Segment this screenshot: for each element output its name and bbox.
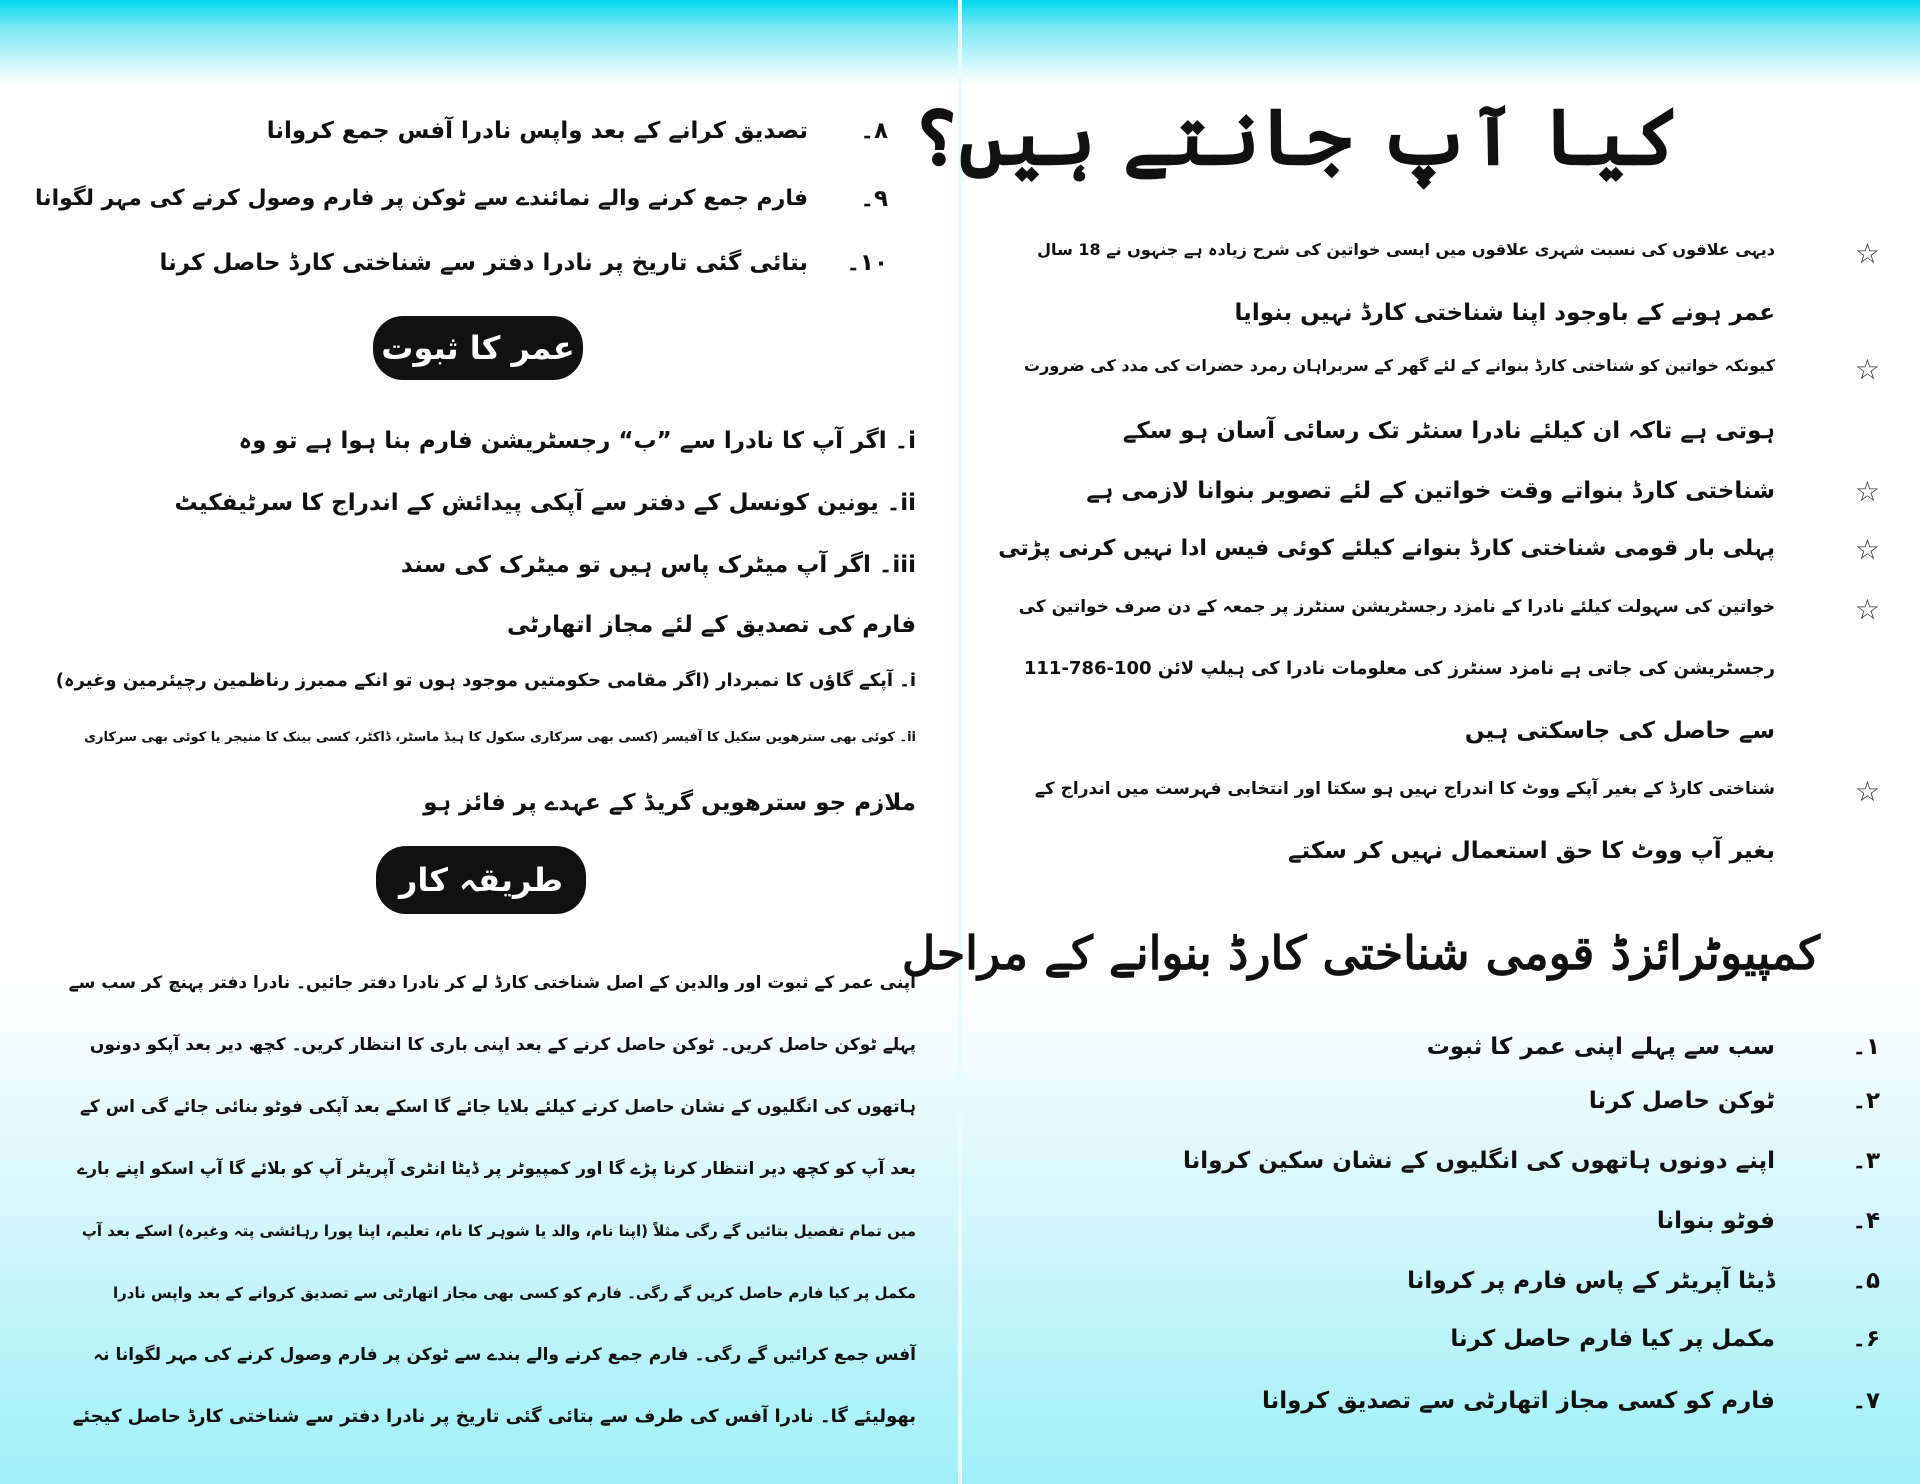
- stage-text: ٹوکن حاصل کرنا: [1588, 1088, 1775, 1114]
- stage-text: فارم کو کسی مجاز اتھارٹی سے تصدیق کروانا: [1261, 1388, 1775, 1414]
- stage-number: ۵۔: [1852, 1268, 1880, 1294]
- fact-line: خواتین کی سہولت کیلئے نادرا کے نامزد رجسٹریشن سنٹرز پر جمعہ کے دن صرف خواتین کی: [1018, 597, 1775, 617]
- method-heading: طریقہ کار: [376, 846, 586, 914]
- step-text: بتائی گئی تاریخ پر نادرا دفتر سے شناختی کارڈ حاصل کرنا: [159, 250, 808, 276]
- stage-number: ۳۔: [1852, 1148, 1880, 1174]
- paragraph-line: بعد آپ کو کچھ دیر انتظار کرنا پڑے گا اور کمپیوٹر پر ڈیٹا انٹری آپریٹر آپ کو بلائے گا آپ اسکو اپنے بارے: [77, 1159, 916, 1179]
- step-text: تصدیق کرانے کے بعد واپس نادرا آفس جمع کروانا: [266, 118, 808, 144]
- star-icon: ☆: [1854, 237, 1880, 270]
- star-icon: ☆: [1854, 475, 1880, 508]
- step-number: ۹۔: [860, 186, 888, 212]
- left-page: [0, 0, 958, 1484]
- stage-number: ۴۔: [1852, 1208, 1880, 1234]
- paragraph-line: پہلے ٹوکن حاصل کریں۔ ٹوکن حاصل کرنے کے بعد اپنی باری کا انتظار کریں۔ کچھ دیر بعد آپکو دونوں: [89, 1035, 916, 1055]
- fact-line: رجسٹریشن کی جاتی ہے نامزد سنٹرز کی معلومات نادرا کی ہیلپ لائن 100-786-111: [1023, 658, 1775, 679]
- stage-number: ۷۔: [1852, 1388, 1880, 1414]
- stage-text: مکمل پر کیا فارم حاصل کرنا: [1450, 1326, 1775, 1352]
- fact-line: بغیر آپ ووٹ کا حق استعمال نہیں کر سکتے: [1287, 838, 1775, 864]
- stage-text: فوٹو بنوانا: [1656, 1208, 1775, 1234]
- stage-number: ۶۔: [1852, 1326, 1880, 1352]
- page-title: کیا آپ جانتے ہیں؟: [912, 92, 1680, 183]
- star-icon: ☆: [1854, 533, 1880, 566]
- paragraph-line: آفس جمع کرائیں گے رگی۔ فارم جمع کرنے والے بندے سے ٹوکن پر فارم وصول کرنے کی مہر لگوانا نہ: [93, 1345, 916, 1365]
- star-icon: ☆: [1854, 353, 1880, 386]
- star-icon: ☆: [1854, 593, 1880, 626]
- fact-line: دیہی علاقوں کی نسبت شہری علاقوں میں ایسی خواتین کی شرح زیادہ ہے جنہوں نے 18 سال: [1037, 240, 1775, 259]
- age-proof-item: i۔ اگر آپ کا نادرا سے ”ب“ رجسٹریشن فارم بنا ہوا ہے تو وہ: [238, 428, 916, 454]
- attestation-item: i۔ آپکے گاؤں کا نمبردار (اگر مقامی حکومتیں موجود ہوں تو انکے ممبرز رناظمین رچیئرمین وغیرہ): [55, 670, 916, 691]
- fact-line: عمر ہونے کے باوجود اپنا شناختی کارڈ نہیں بنوایا: [1234, 300, 1775, 326]
- fact-line: کیونکہ خواتین کو شناختی کارڈ بنوانے کے لئے گھر کے سربراہان رمرد حضرات کی مدد کی ضرورت: [1024, 356, 1775, 375]
- paragraph-line: اپنی عمر کے ثبوت اور والدین کے اصل شناختی کارڈ لے کر نادرا دفتر جائیں۔ نادرا دفتر پہنچ کر سب سے: [68, 973, 916, 993]
- fact-line: سے حاصل کی جاسکتی ہیں: [1464, 718, 1775, 744]
- star-icon: ☆: [1854, 775, 1880, 808]
- stage-text: سب سے پہلے اپنی عمر کا ثبوت: [1426, 1034, 1775, 1060]
- method-paragraph: [66, 952, 916, 1448]
- fact-line: شناختی کارڈ کے بغیر آپکے ووٹ کا اندراج نہیں ہو سکتا اور انتخابی فہرست میں اندراج کے: [1034, 779, 1775, 799]
- fact-line: شناختی کارڈ بنواتے وقت خواتین کے لئے تصویر بنوانا لازمی ہے: [1086, 478, 1775, 504]
- step-text: فارم جمع کرنے والے نمائندے سے ٹوکن پر فارم وصول کرنے کی مہر لگوانا: [35, 186, 808, 211]
- stage-number: ۱۔: [1852, 1034, 1880, 1060]
- right-page: [901, 0, 1920, 1484]
- fact-line: پہلی بار قومی شناختی کارڈ بنوانے کیلئے کوئی فیس ادا نہیں کرنی پڑتی: [998, 536, 1775, 561]
- paragraph-line: مکمل پر کیا فارم حاصل کریں گے رگی۔ فارم کو کسی بھی مجاز اتھارٹی سے تصدیق کروانے کے بعد واپس نادرا: [113, 1284, 916, 1302]
- fact-line: ہوتی ہے تاکہ ان کیلئے نادرا سنٹر تک رسائی آسان ہو سکے: [1122, 418, 1775, 444]
- stage-number: ۲۔: [1852, 1088, 1880, 1114]
- attestation-item: ii۔ کوئی بھی سترھویں سکیل کا آفیسر (کسی بھی سرکاری سکول کا ہیڈ ماسٹر، ڈاکٹر، کسی بینک کا منیجر یا کوئی بھی سرکاری: [84, 730, 916, 745]
- age-proof-heading: عمر کا ثبوت: [373, 316, 583, 380]
- attestation-heading: فارم کی تصدیق کے لئے مجاز اتھارٹی: [507, 612, 916, 638]
- paragraph-line: بھولیئے گا۔ نادرا آفس کی طرف سے بتائی گئی تاریخ پر نادرا دفتر سے شناختی کارڈ حاصل کیجئے: [72, 1406, 916, 1427]
- paragraph-line: میں تمام تفصیل بتائیں گے رگی مثلاً (اپنا نام، والد یا شوہر کا نام، تعلیم، اپنا پورا رہائشی پتہ وغیرہ) اسکے بعد آپ: [81, 1222, 916, 1240]
- step-number: ۱۰۔: [846, 250, 888, 276]
- stage-text: ڈیٹا آپریٹر کے پاس فارم پر کروانا: [1407, 1268, 1775, 1294]
- step-number: ۸۔: [860, 118, 888, 144]
- stages-title: کمپیوٹرائزڈ قومی شناختی کارڈ بنوانے کے مراحل: [901, 926, 1820, 980]
- paragraph-line: ہاتھوں کی انگلیوں کے نشان حاصل کرنے کیلئے بلایا جائے گا اسکے بعد آپکی فوٹو بنائی جائے گی اس کے: [79, 1097, 916, 1117]
- attestation-item: ملازم جو سترھویں گریڈ کے عہدے پر فائز ہو: [423, 790, 916, 816]
- age-proof-item: iii۔ اگر آپ میٹرک پاس ہیں تو میٹرک کی سند: [400, 552, 916, 578]
- age-proof-item: ii۔ یونین کونسل کے دفتر سے آپکی پیدائش کے اندراج کا سرٹیفکیٹ: [174, 490, 916, 516]
- stage-text: اپنے دونوں ہاتھوں کی انگلیوں کے نشان سکین کروانا: [1183, 1148, 1775, 1174]
